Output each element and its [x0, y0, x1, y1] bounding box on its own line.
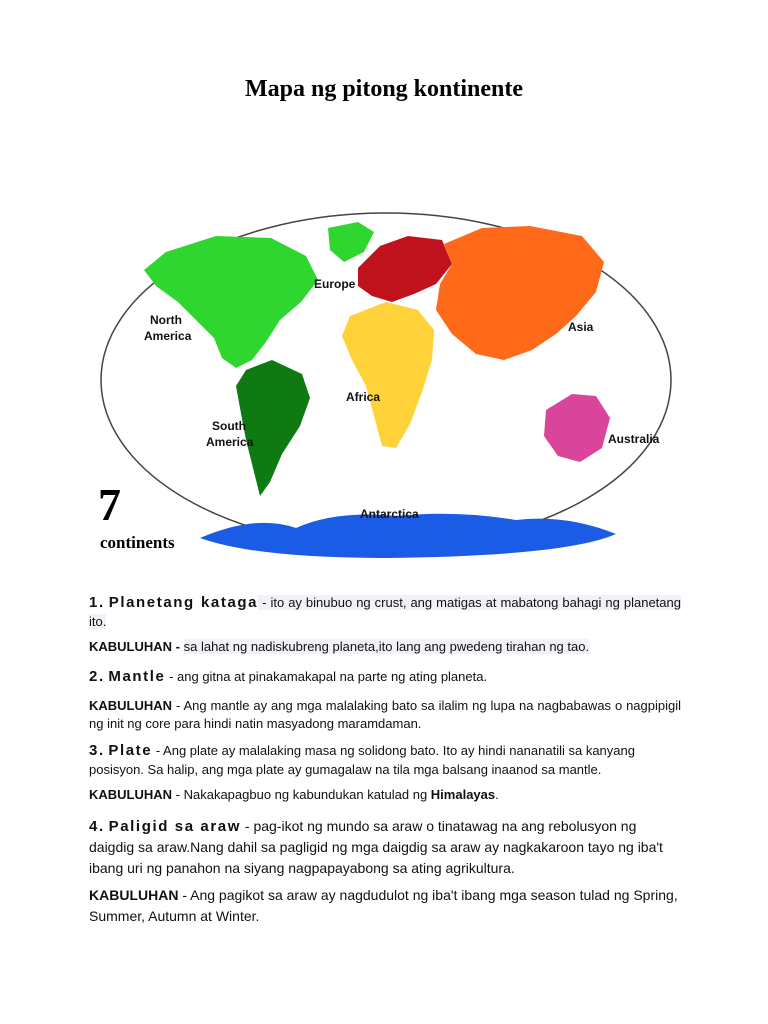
item-description: pag-ikot ng mundo sa araw o tinatawag na ang rebolusyon ng daigdig sa araw.Nang dahil sa pagligid ng mga daigdig sa araw ay nagkakaroon tayo ng iba't ibang uri ng panahon na siyang nagpapayabong sa ating agrikultura. [89, 818, 663, 876]
kabuluhan-label: KABULUHAN [89, 787, 173, 802]
item-2 [89, 667, 681, 686]
kabuluhan-text: - Nakakapagbuo ng kabundukan katulad ng [172, 787, 431, 802]
kabuluhan-text: - Ang pagikot sa araw ay nagdudulot ng iba't ibang mga season tulad ng Spring, Summer, Autumn at Winter. [89, 887, 678, 924]
item-number: 3. [89, 742, 105, 759]
item-4 [89, 816, 681, 879]
label-australia: Australia [608, 432, 660, 446]
label-africa: Africa [346, 390, 381, 404]
item-description: Ang plate ay malalaking masa ng solidong bato. Ito ay hindi nananatili sa kanyang posisyon. Sa halip, ang mga plate ay gumagalaw na tila mga balsang inaanod sa mantle. [89, 743, 635, 777]
label-north-america-1: North [150, 313, 182, 327]
item-number: 4. [89, 818, 105, 835]
kabuluhan-2 [89, 697, 681, 733]
world-map [96, 210, 676, 560]
kabuluhan-1 [89, 638, 681, 656]
kabuluhan-label: KABULUHAN - [89, 639, 184, 654]
label-south-america-2: America [206, 435, 254, 449]
item-dash: - [258, 595, 271, 610]
item-description: ang gitna at pinakamakapal na parte ng ating planeta. [177, 669, 488, 684]
item-dash: - [165, 669, 178, 684]
item-number: 1. [89, 594, 105, 611]
kabuluhan-text: sa lahat ng nadiskubreng planeta,ito lang ang pwedeng tirahan ng tao. [183, 639, 590, 654]
label-europe: Europe [314, 277, 356, 291]
label-north-america-2: America [144, 329, 192, 343]
item-term: Paligid sa araw [108, 818, 241, 835]
kabuluhan-end: . [495, 787, 499, 802]
item-number: 2. [89, 668, 105, 685]
label-asia: Asia [568, 320, 594, 334]
label-antarctica: Antarctica [360, 507, 419, 521]
item-3 [89, 741, 681, 779]
kabuluhan-4 [89, 885, 681, 927]
world-map-graphic [96, 210, 676, 560]
item-dash: - [241, 818, 254, 834]
seven-badge-word: continents [100, 533, 175, 552]
item-description: ito ay binubuo ng crust, ang matigas at mabatong bahagi ng planetang ito. [89, 595, 681, 629]
label-south-america-1: South [212, 419, 246, 433]
item-term: Mantle [108, 668, 166, 685]
kabuluhan-label: KABULUHAN [89, 887, 179, 903]
item-term: Plate [108, 742, 153, 759]
item-1 [89, 593, 681, 631]
item-term: Planetang kataga [108, 594, 259, 611]
seven-badge-number: 7 [98, 479, 121, 530]
page-title: Mapa ng pitong kontinente [244, 76, 524, 102]
kabuluhan-3 [89, 786, 681, 804]
item-dash: - [152, 743, 164, 758]
kabuluhan-emphasis: Himalayas [430, 787, 496, 802]
kabuluhan-label: KABULUHAN [89, 698, 173, 713]
kabuluhan-text: - Ang mantle ay ang mga malalaking bato sa ilalim ng lupa na nagbabawas o nagpipigil ng init ng core para hindi natin masyadong maramdaman. [89, 698, 681, 731]
